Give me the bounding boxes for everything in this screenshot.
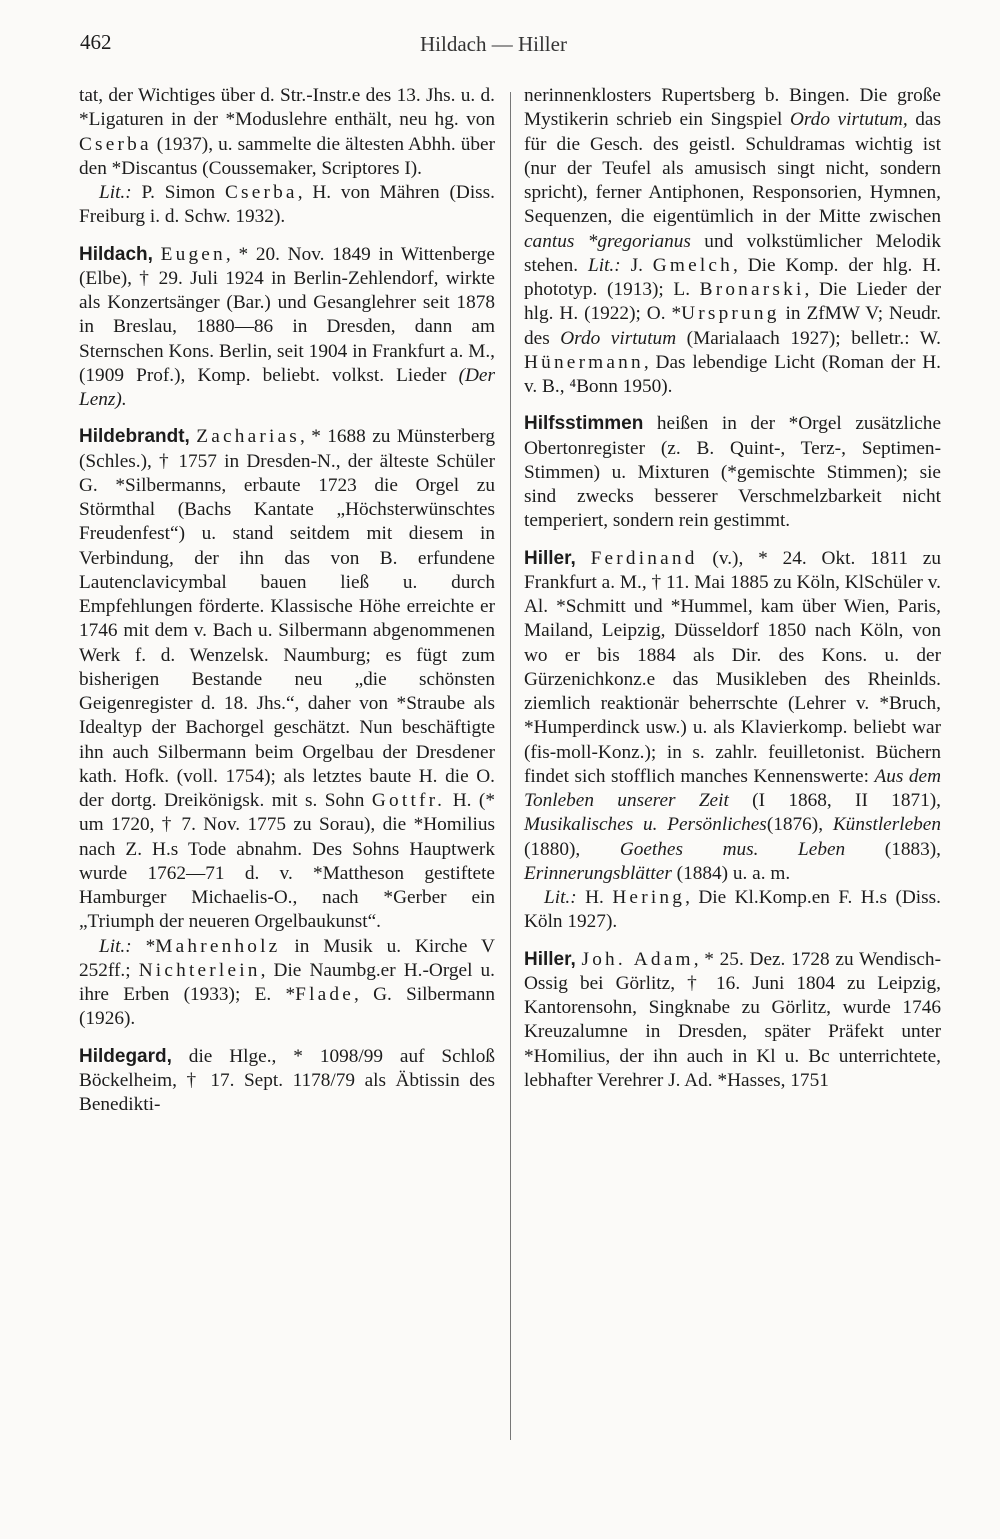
work-title: Goethes mus. Leben (619, 838, 846, 860)
spaced-name: Gmelch (652, 254, 734, 276)
work-title: (Der Lenz). (79, 364, 495, 410)
page-number: 462 (80, 30, 112, 54)
page-header (80, 30, 940, 60)
lit-label: Lit.: (99, 182, 132, 203)
entry-cserba-continuation: tat, der Wichtiges über d. Str.-Instr.e des 13. Jhs. u. d. *Ligaturen in der *Moduslehre enthält, neu hg. von Cserba (1937), u. sammelte die ältesten Abhh. über den *Discantus (Coussemaker, Scriptores I). (79, 85, 495, 179)
spaced-name: Hünermann (524, 351, 644, 373)
work-title: Ordo virtutum, (789, 109, 908, 131)
headword: Hildach, (79, 243, 153, 265)
left-column (79, 84, 495, 1117)
headword: Hiller, (524, 547, 576, 569)
entry-hildach: Hildach, Eugen, * 20. Nov. 1849 in Wittenberge (Elbe), † 29. Juli 1924 in Berlin-Zehlendorf, wirkte als Konzertsänger (Bar.) und Gesanglehrer seit 1878 in Breslau, 1880—86 in Dresden, dann am Sternschen Kons. Berlin, seit 1904 in Frankfurt a. M., (1909 Prof.), Komp. beliebt. volkst. Lieder (Der Lenz). (79, 243, 495, 410)
spaced-name: Gottfr. (371, 790, 446, 811)
spaced-name: Ferdinand (590, 547, 698, 569)
spaced-name: Hering (612, 887, 686, 908)
entry-hildegard: Hildegard, die Hlge., * 1098/99 auf Schloß Böckelheim, † 17. Sept. 1178/79 als Äbtissin des Benedikti- (79, 1045, 495, 1115)
spaced-name: Mahrenholz (155, 935, 281, 957)
column-divider (510, 92, 511, 1440)
work-title: Künstlerleben (832, 814, 941, 836)
spaced-name: Joh. Adam (581, 948, 694, 970)
right-column (524, 84, 941, 1093)
lit-label: Lit.: (587, 254, 621, 276)
literature-cserba: Lit.: P. Simon Cserba, H. von Mähren (Diss. Freiburg i. d. Schw. 1932). (79, 182, 495, 228)
spaced-name: Cserba (224, 182, 298, 203)
literature-hiller-ferdinand: Lit.: H. Hering, Die Kl.Komp.en F. H.s (Diss. Köln 1927). (524, 887, 941, 933)
work-title: Musikalisches u. Persönliches (524, 814, 767, 836)
headword: Hilfsstimmen (524, 413, 644, 435)
work-title: Erinnerungsblätter (524, 862, 672, 884)
work-title: Aus dem Tonleben unserer Zeit (524, 765, 941, 811)
spaced-name: Nichterlein (138, 959, 261, 981)
spaced-name: Flade (295, 984, 354, 1005)
spaced-name: Bronarski (699, 279, 805, 300)
entry-hildebrandt: Hildebrandt, Zacharias, * 1688 zu Münsterberg (Schles.), † 1757 in Dresden-N., der älteste Schüler G. *Silbermanns, erbaute 1723 die Orgel zu Störmthal (Bachs Kantate „Höchsterwünschtes Freudenfest“) u. stand seitdem mit diesem in Verbindung, der ihn das von B. erfundene Lautenclavicymbal bauen ließ u. durch Empfehlungen förderte. Klassische Höhe erreichte er 1746 mit dem v. Bach u. Silbermann abgenommenen Werk f. d. Wenzelsk. Naumburg; es fügt zum bisherigen Bestande neu „die schönsten Geigenregister d. 18. Jhs.“, daher von *Straube als Idealtyp der Bachorgel geschätzt. Nun beschäftigte ihn auch Silbermann beim Orgelbau der Dresdener kath. Hofk. (voll. 1754); als letztes baute H. die O. der dortg. Dreikönigsk. mit s. Sohn Gottfr. H. (* um 1720, † 7. Nov. 1775 zu Sorau), die *Homilius nach Z. H.s Tode abnahm. Des Sohns Hauptwerk wurde 1762—71 d. v. *Mattheson gestiftete Hamburger Michaelis-O., nach *Gerber ein „Triumph der neueren Orgelbaukunst“. (79, 426, 495, 933)
work-title: cantus *gregorianus (524, 230, 691, 252)
lit-label: Lit.: (99, 935, 132, 957)
spaced-name: Eugen (160, 243, 226, 265)
entry-hildegard-continuation: nerinnenklosters Rupertsberg b. Bingen. Die große Mystikerin schrieb ein Singspiel Ordo virtutum, das für die Gesch. des geistl. Schuldramas wichtig ist (nur der Teufel als amusisch singt nicht, sondern spricht), ferner Antiphonen, Responsorien, Hymnen, Sequenzen, die eigentümlich in der Mitte zwischen cantus *gregorianus und volkstümlicher Melodik stehen. Lit.: J. Gmelch, Die Komp. der hlg. H. phototyp. (1913); L. Bronarski, Die Lieder der hlg. H. (1922); O. *Ursprung in ZfMW V; Neudr. des Ordo virtutum (Marialaach 1927); belletr.: W. Hünermann, Das lebendige Licht (Roman der H. v. B., ⁴Bonn 1950). (524, 85, 942, 397)
headword: Hildegard, (79, 1045, 172, 1067)
spaced-name: Ursprung (681, 303, 780, 325)
headword: Hiller, (524, 948, 576, 970)
work-title: Ordo virtutum (560, 327, 677, 349)
literature-hildebrandt: Lit.: *Mahrenholz in Musik u. Kirche V 252ff.; Nichterlein, Die Naumbg.er H.-Orgel u. ihre Erben (1933); E. *Flade, G. Silbermann (1926). (79, 935, 495, 1030)
spaced-name: Zacharias (196, 426, 300, 448)
running-head: Hildach — Hiller (420, 32, 567, 56)
spaced-name: Cserba (79, 133, 152, 155)
headword: Hildebrandt, (79, 426, 190, 448)
lit-label: Lit.: (544, 887, 577, 908)
entry-hilfsstimmen: Hilfsstimmen heißen in der *Orgel zusätzliche Obertonregister (z. B. Quint-, Terz-, Septimen-Stimmen) u. Mixturen (*gemischte Stimmen); sie sind zwecks besserer Verschmelzbarkeit nicht temperiert, sondern rein gestimmt. (524, 413, 941, 532)
entry-hiller-adam: Hiller, Joh. Adam, * 25. Dez. 1728 zu Wendisch-Ossig bei Görlitz, † 16. Juni 1804 zu Leipzig, Kantorensohn, Singknabe zu Görlitz, wurde 1746 Kreuzalumne in Dresden, später Präfekt unter *Homilius, der ihn auch in Kl u. Bc unterrichtete, lebhafter Verehrer J. Ad. *Hasses, 1751 (524, 948, 941, 1091)
entry-hiller-ferdinand: Hiller, Ferdinand (v.), * 24. Okt. 1811 zu Frankfurt a. M., † 11. Mai 1885 zu Köln, KlSchüler v. Al. *Schmitt und *Hummel, kam über Wien, Paris, Mailand, Leipzig, Düsseldorf 1850 nach Köln, von wo er bis 1884 als Dir. des Kons. u. der Gürzenichkonz.e das Musikleben des Rheinlds. ziemlich reaktionär beherrschte (Lehrer v. *Bruch, *Humperdinck usw.) u. als Klavierkomp. beliebt war (fis-moll-Konz.); in s. zahlr. feuilletonist. Büchern findet sich stofflich manches Kennenswerte: Aus dem Tonleben unserer Zeit (I 1868, II 1871), Musikalisches u. Persönliches(1876), Künstlerleben (1880), Goethes mus. Leben (1883), Erinnerungsblätter (1884) u. a. m. (524, 547, 941, 884)
